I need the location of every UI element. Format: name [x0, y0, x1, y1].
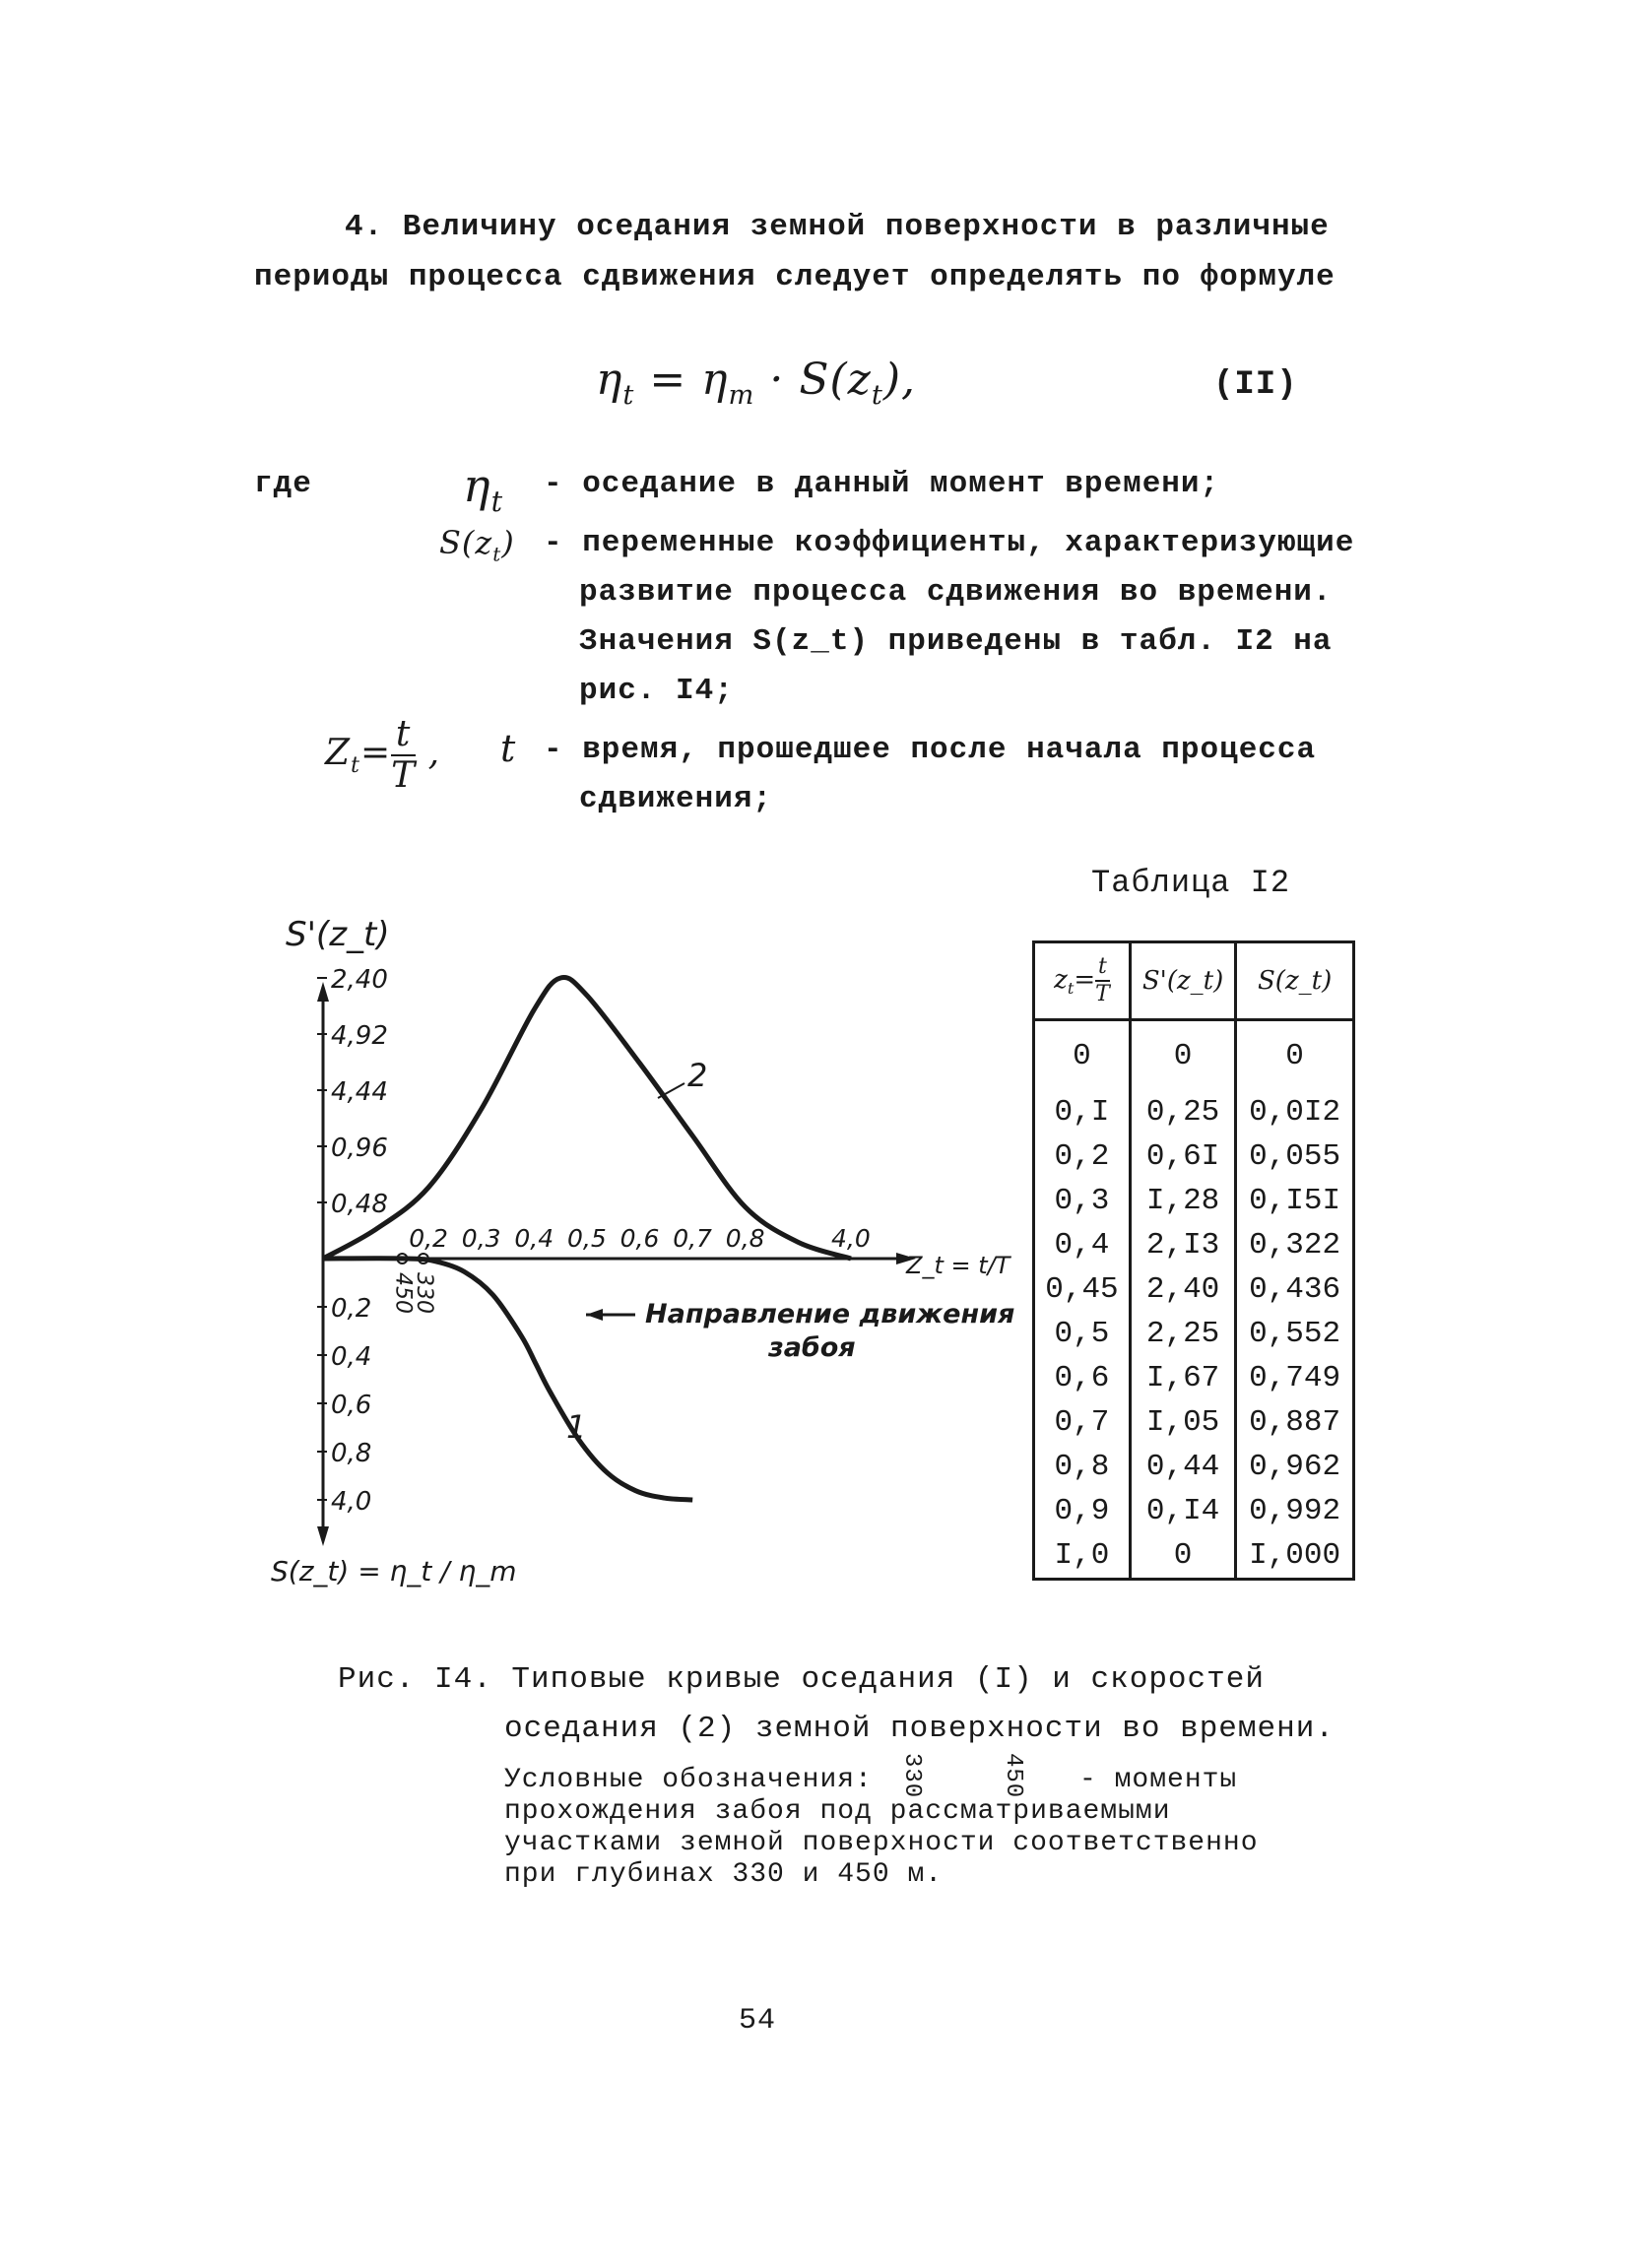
table-cell: 0,055 — [1236, 1134, 1354, 1179]
table-row — [1034, 1223, 1354, 1267]
direction-arrow-head — [586, 1309, 603, 1321]
curve-1-subsidence — [323, 1259, 692, 1500]
y-tick-label: 4,0 — [331, 1487, 372, 1517]
formula-number: (II) — [1213, 366, 1298, 404]
x-tick-label: 0,4 — [514, 1224, 554, 1253]
table-cell: 0,9 — [1034, 1489, 1131, 1533]
y-tick-label: 4,44 — [331, 1077, 388, 1107]
table-header-s: S(z_t) — [1236, 942, 1354, 1020]
table-row — [1034, 1400, 1354, 1445]
curve-2-label: 2 — [687, 1057, 708, 1094]
table-cell: I,05 — [1130, 1400, 1235, 1445]
y-tick-label: 0,48 — [331, 1190, 388, 1219]
symbol-s-zt: $S(z_t)$ — [439, 524, 515, 566]
table-cell: 0,6 — [1034, 1356, 1131, 1400]
curve-2-subsidence-rate — [323, 977, 851, 1259]
table-row — [1034, 1356, 1354, 1400]
y-tick-label: 0,4 — [331, 1342, 372, 1372]
table-cell: 0,992 — [1236, 1489, 1354, 1533]
table-cell: 0,6I — [1130, 1134, 1235, 1179]
table-cell: 0,I — [1034, 1090, 1131, 1134]
table-cell: 2,25 — [1130, 1312, 1235, 1356]
table-cell: 0,8 — [1034, 1445, 1131, 1489]
table-row — [1034, 1489, 1354, 1533]
table-cell: 0,552 — [1236, 1312, 1354, 1356]
chart-axes — [317, 982, 916, 1546]
y-tick-label: 0,8 — [331, 1439, 372, 1468]
x-tick-label: 0,3 — [461, 1224, 501, 1253]
x-tick-label: 0,5 — [567, 1224, 607, 1253]
x-axis-label: Z_t = t/T — [906, 1252, 1010, 1279]
y-tick-label: 2,40 — [331, 965, 388, 995]
table-cell: 2,40 — [1130, 1267, 1235, 1312]
figure-caption-line-2: оседания (2) земной поверхности во времени. — [504, 1712, 1335, 1746]
table-cell: 0,45 — [1034, 1267, 1131, 1312]
table-row — [1034, 1533, 1354, 1580]
curve-1-label: 1 — [566, 1408, 587, 1446]
table-row — [1034, 1090, 1354, 1134]
table-cell: 0 — [1130, 1020, 1235, 1091]
y-tick-label: 0,6 — [331, 1391, 372, 1420]
symbol-zt-definition: $Z_t=$ $\frac{t}{T}$ , — [325, 714, 441, 796]
table-cell: 0,887 — [1236, 1400, 1354, 1445]
table-cell: 0,I5I — [1236, 1179, 1354, 1223]
table-cell: 0,5 — [1034, 1312, 1131, 1356]
legend-mark-330 — [898, 1753, 925, 1799]
depth-marker-label: 450 — [390, 1272, 416, 1314]
chart-x-ticks — [409, 1224, 871, 1253]
page-number: 54 — [739, 2004, 777, 2038]
paragraph-line-2: периоды процесса сдвижения следует определять по формуле — [254, 260, 1336, 294]
table-row — [1034, 1445, 1354, 1489]
legend-line-3: участками земной поверхности соответственно — [504, 1828, 1259, 1858]
x-tick-label: 0,7 — [673, 1224, 712, 1253]
table-cell: 0,322 — [1236, 1223, 1354, 1267]
legend-line-1a: Условные обозначения: — [504, 1765, 873, 1795]
symbol-t: t — [500, 727, 517, 770]
legend-line-1b: - моменты — [1079, 1765, 1238, 1795]
where-item-2-line-1: - переменные коэффициенты, характеризующие — [544, 526, 1355, 560]
symbol-eta-t: $\eta_t$ — [463, 459, 504, 519]
table-row — [1034, 1179, 1354, 1223]
table-cell: 0,25 — [1130, 1090, 1235, 1134]
table-row — [1034, 1020, 1354, 1091]
where-word: где — [254, 467, 312, 501]
legend-mark-330-text: 330 — [898, 1753, 925, 1799]
chart-markers — [390, 1254, 435, 1314]
x-tick-label: 0,8 — [725, 1224, 765, 1253]
table-header-s-prime: S'(z_t) — [1130, 942, 1235, 1020]
table-cell: 0 — [1130, 1533, 1235, 1580]
legend-line-4: при глубинах 330 и 450 м. — [504, 1859, 944, 1890]
where-item-2-line-4: рис. I4; — [579, 674, 734, 708]
where-item-3-line-1: - время, прошедшее после начала процесса — [544, 733, 1317, 767]
table-cell: 0,4 — [1034, 1223, 1131, 1267]
figure-caption-line-1: Рис. I4. Типовые кривые оседания (I) и скоростей — [338, 1662, 1265, 1697]
where-item-2-line-2: развитие процесса сдвижения во времени. — [579, 575, 1333, 610]
table-cell: 0,749 — [1236, 1356, 1354, 1400]
table-header-zt: $z_t=$ $\frac{t}{T}$ — [1034, 942, 1131, 1020]
table-12 — [1032, 940, 1355, 1581]
table-cell: I,67 — [1130, 1356, 1235, 1400]
table-cell: 0,2 — [1034, 1134, 1131, 1179]
table-cell: I,28 — [1130, 1179, 1235, 1223]
table-cell: 0 — [1034, 1020, 1131, 1091]
table-cell: 2,I3 — [1130, 1223, 1235, 1267]
y-tick-label: 0,96 — [331, 1134, 388, 1163]
table-cell: 0,962 — [1236, 1445, 1354, 1489]
table-header-row — [1034, 942, 1354, 1020]
where-item-2-line-3: Значения S(z_t) приведены в табл. I2 на — [579, 624, 1333, 659]
y-axis-label-bottom: S(z_t) = η_t / η_m — [271, 1555, 517, 1588]
y-axis-arrow-down — [317, 1526, 329, 1546]
where-item-3-line-2: сдвижения; — [579, 782, 773, 816]
table-row — [1034, 1134, 1354, 1179]
table-cell: I,000 — [1236, 1533, 1354, 1580]
table-cell: I,0 — [1034, 1533, 1131, 1580]
table-cell: 0 — [1236, 1020, 1354, 1091]
legend-line-2: прохождения забоя под рассматриваемыми — [504, 1796, 1171, 1827]
legend-mark-450 — [1000, 1753, 1026, 1799]
table-row — [1034, 1312, 1354, 1356]
x-tick-label: 0,6 — [619, 1224, 660, 1253]
legend-mark-450-text: 450 — [1000, 1753, 1026, 1799]
subsidence-chart — [266, 891, 1015, 1600]
where-item-1-line-1: - оседание в данный момент времени; — [544, 467, 1220, 501]
table-cell: 0,44 — [1130, 1445, 1235, 1489]
y-tick-label: 4,92 — [331, 1021, 388, 1051]
direction-label-line-1: Направление движения — [645, 1299, 1015, 1329]
table-cell: 0,0I2 — [1236, 1090, 1354, 1134]
table-row — [1034, 1267, 1354, 1312]
y-axis-label-top: S'(z_t) — [286, 915, 390, 954]
y-tick-label: 0,2 — [331, 1294, 372, 1324]
formula-11: $\eta_t = \eta_m \cdot S(z_t)$, — [596, 355, 916, 411]
y-axis-arrow-up — [317, 982, 329, 1002]
table-cell: 0,I4 — [1130, 1489, 1235, 1533]
table-cell: 0,7 — [1034, 1400, 1131, 1445]
x-tick-label: 4,0 — [831, 1224, 871, 1253]
paragraph-line-1: 4. Величину оседания земной поверхности в различные — [345, 210, 1330, 244]
table-body — [1034, 1020, 1354, 1580]
direction-label-line-2: забоя — [768, 1332, 856, 1363]
table-caption: Таблица I2 — [1091, 865, 1291, 901]
table-cell: 0,3 — [1034, 1179, 1131, 1223]
depth-marker-label: 330 — [411, 1272, 436, 1314]
table-cell: 0,436 — [1236, 1267, 1354, 1312]
x-tick-label: 0,2 — [409, 1224, 448, 1253]
